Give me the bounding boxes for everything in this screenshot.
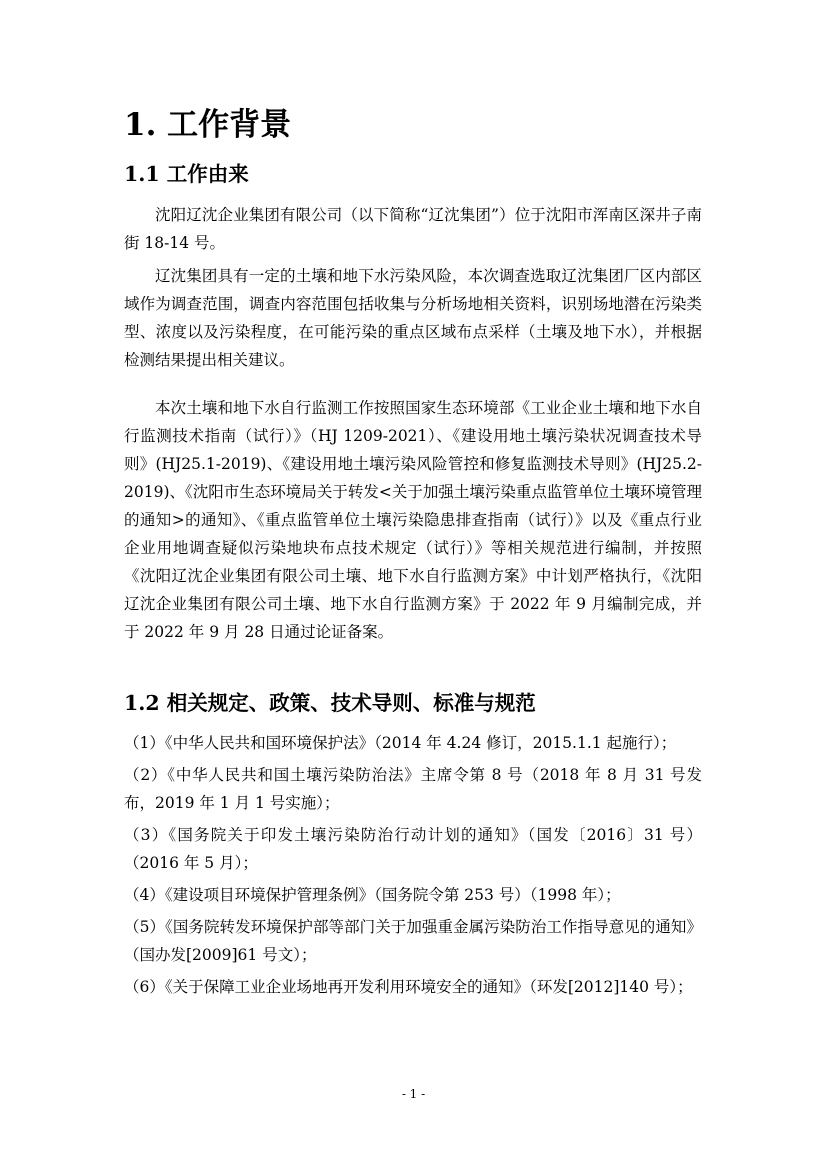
regulation-item: （6）《关于保障工业企业场地再开发利用环境安全的通知》（环发[2012]140 号）；	[124, 978, 693, 996]
regulation-item: （1）《中华人民共和国环境保护法》（2014 年 4.24 修订，2015.1.1 起施行）；	[124, 734, 677, 752]
regulation-item: （3）《国务院关于印发土壤污染防治行动计划的通知》（国发〔2016〕31 号）（2016 年 5 月）；	[124, 826, 702, 872]
paragraph-monitoring-basis: 本次土壤和地下水自行监测工作按照国家生态环境部《工业企业土壤和地下水自行监测技术指南（试行）》（HJ 1209-2021）、《建设用地土壤污染状况调查技术导则》(HJ25.1-2019)、《建设用地土壤污染风险管控和修复监测技术导则》(HJ25.2-2019)、《沈阳市生态环境局关于转发<关于加强土壤污染重点监管单位土壤环境管理的通知>的通知》、《重点监管单位土壤污染隐患排查指南（试行）》以及《重点行业企业用地调查疑似污染地块布点技术规定（试行）》等相关规范进行编制，并按照《沈阳辽沈企业集团有限公司土壤、地下水自行监测方案》中计划严格执行，《沈阳辽沈企业集团有限公司土壤、地下水自行监测方案》于 2022 年 9 月编制完成，并于 2022 年 9 月 28 日通过论证备案。	[124, 399, 702, 641]
chapter-title: 1. 工作背景	[124, 107, 292, 143]
paragraph-investigation-scope: 辽沈集团具有一定的土壤和地下水污染风险，本次调查选取辽沈集团厂区内部区域作为调查范围，调查内容范围包括收集与分析场地相关资料，识别场地潜在污染类型、浓度以及污染程度，在可能污染的重点区域布点采样（土壤及地下水），并根据检测结果提出相关建议。	[124, 267, 702, 369]
regulation-list	[124, 729, 702, 1005]
paragraph-company-location: 沈阳辽沈企业集团有限公司（以下简称“辽沈集团”）位于沈阳市浑南区深井子南街 18-14 号。	[124, 206, 702, 252]
regulation-item: （5）《国务院转发环境保护部等部门关于加强重金属污染防治工作指导意见的通知》（国办发[2009]61 号文）；	[124, 918, 702, 964]
section-title-work-origin: 1.1 工作由来	[124, 162, 249, 186]
regulation-item: （4）《建设项目环境保护管理条例》（国务院令第 253 号）（1998 年）；	[124, 886, 621, 904]
section-title-regulations: 1.2 相关规定、政策、技术导则、标准与规范	[124, 691, 536, 715]
page-number: - 1 -	[401, 1087, 426, 1101]
regulation-item: （2）《中华人民共和国土壤污染防治法》主席令第 8 号（2018 年 8 月 31 号发布，2019 年 1 月 1 号实施）；	[124, 766, 702, 812]
